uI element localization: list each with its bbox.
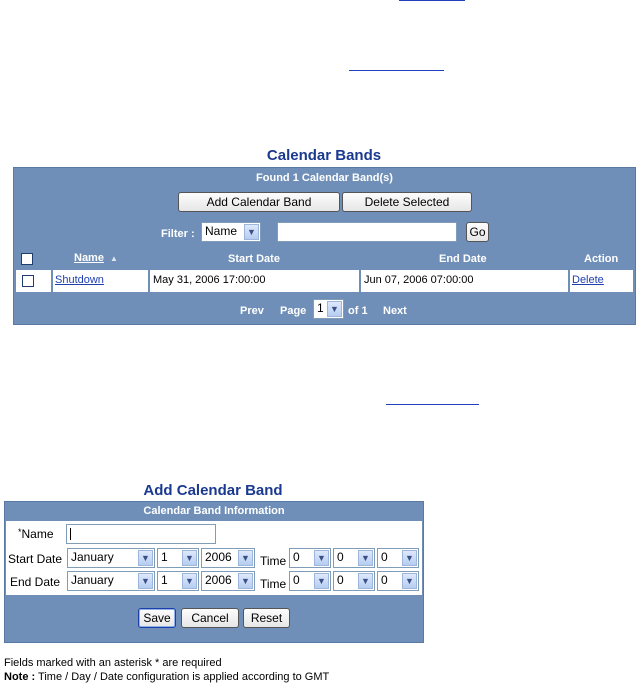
filter-label: Filter : (161, 228, 195, 240)
note-label: Note : (4, 671, 36, 683)
end-date-column-header: End Date (439, 253, 487, 265)
delete-row-link[interactable]: Delete (572, 274, 604, 286)
band-info-header: Calendar Band Information (143, 505, 285, 517)
name-input[interactable] (66, 524, 216, 544)
end-month-select[interactable]: January ▼ (67, 571, 155, 591)
chevron-down-icon: ▼ (182, 573, 197, 589)
row-start-cell: May 31, 2006 17:00:00 (150, 270, 359, 292)
start-year-select[interactable]: 2006 ▼ (201, 548, 255, 568)
band-name-link[interactable]: Shutdown (55, 274, 104, 286)
name-column-header[interactable]: Name (74, 252, 104, 264)
chevron-down-icon: ▼ (314, 573, 329, 589)
calendar-bands-panel (13, 167, 636, 325)
chevron-down-icon: ▼ (138, 573, 153, 589)
select-all-checkbox[interactable] (21, 253, 33, 265)
delete-selected-button[interactable]: Delete Selected (342, 192, 472, 212)
row-end-cell: Jun 07, 2006 07:00:00 (361, 270, 568, 292)
end-time-label: Time (260, 577, 287, 591)
chevron-down-icon: ▼ (358, 550, 373, 566)
end-year-select[interactable]: 2006 ▼ (201, 571, 255, 591)
start-month-select[interactable]: January ▼ (67, 548, 155, 568)
start-date-column-header: Start Date (228, 253, 280, 265)
chevron-down-icon: ▼ (402, 573, 417, 589)
name-label: *Name (18, 527, 54, 541)
cropped-link-underline-1 (399, 0, 465, 1)
found-count-text: Found 1 Calendar Band(s) (256, 172, 393, 184)
start-time-label: Time (260, 554, 287, 568)
chevron-down-icon: ▼ (138, 550, 153, 566)
start-hour-select[interactable]: 0 ▼ (289, 548, 331, 568)
row-action-cell (570, 270, 633, 292)
page-label: Page (280, 305, 307, 317)
chevron-down-icon: ▼ (402, 550, 417, 566)
chevron-down-icon: ▼ (327, 301, 342, 317)
page-count-label: of 1 (348, 305, 368, 317)
row-checkbox[interactable] (22, 275, 34, 287)
chevron-down-icon: ▼ (244, 224, 259, 240)
save-button[interactable]: Save (138, 608, 176, 628)
chevron-down-icon: ▼ (182, 550, 197, 566)
chevron-down-icon: ▼ (358, 573, 373, 589)
filter-select[interactable] (201, 222, 261, 242)
next-page-link[interactable]: Next (383, 305, 407, 317)
table-header-row (14, 249, 635, 269)
sort-ascending-icon: ▲ (110, 254, 118, 263)
cropped-link-underline-3 (386, 404, 479, 405)
end-day-select[interactable]: 1 ▼ (157, 571, 199, 591)
required-fields-note: Fields marked with an asterisk * are required (4, 657, 222, 669)
end-date-label: End Date (10, 575, 61, 589)
gmt-note (4, 671, 329, 683)
chevron-down-icon: ▼ (314, 550, 329, 566)
chevron-down-icon: ▼ (238, 550, 253, 566)
chevron-down-icon: ▼ (238, 573, 253, 589)
go-button[interactable]: Go (466, 222, 489, 242)
row-checkbox-cell (16, 270, 51, 292)
cropped-link-underline-2 (349, 70, 444, 71)
add-calendar-band-button[interactable]: Add Calendar Band (178, 192, 340, 212)
add-calendar-band-title: Add Calendar Band (143, 482, 283, 499)
end-second-select[interactable]: 0 ▼ (377, 571, 419, 591)
page-select[interactable] (313, 299, 344, 319)
row-name-cell (53, 270, 148, 292)
reset-button[interactable]: Reset (243, 608, 290, 628)
start-minute-select[interactable]: 0 ▼ (333, 548, 375, 568)
page-select-value: 1 (317, 301, 324, 315)
add-band-panel (4, 501, 424, 643)
table-row (16, 270, 633, 292)
required-asterisk: * (18, 527, 22, 537)
start-day-select[interactable]: 1 ▼ (157, 548, 199, 568)
calendar-bands-title: Calendar Bands (266, 147, 382, 164)
action-column-header: Action (584, 253, 619, 265)
start-second-select[interactable]: 0 ▼ (377, 548, 419, 568)
end-hour-select[interactable]: 0 ▼ (289, 571, 331, 591)
prev-page-link[interactable]: Prev (240, 305, 264, 317)
start-date-label: Start Date (8, 552, 63, 566)
filter-select-value: Name (205, 224, 238, 238)
filter-input[interactable] (277, 222, 457, 242)
end-minute-select[interactable]: 0 ▼ (333, 571, 375, 591)
cancel-button[interactable]: Cancel (181, 608, 239, 628)
note-text: Time / Day / Date configuration is applied according to GMT (35, 671, 330, 683)
